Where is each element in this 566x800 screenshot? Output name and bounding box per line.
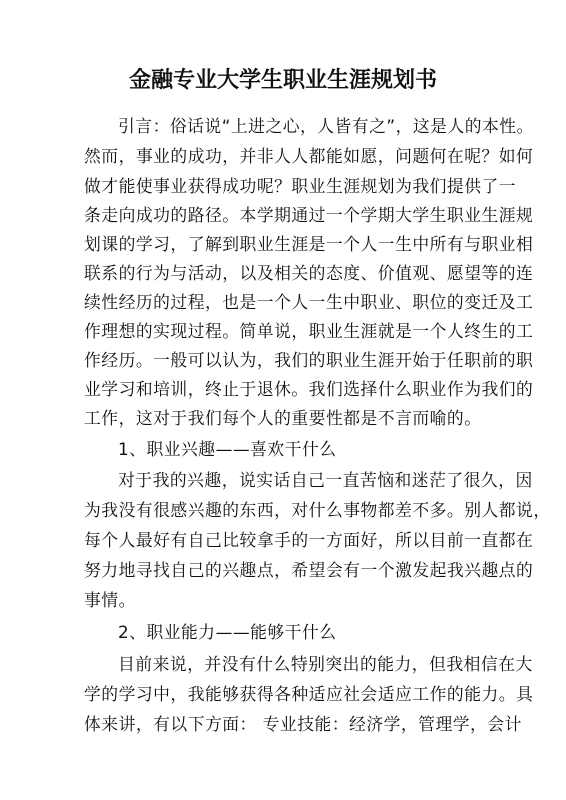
paragraph-line: 对于我的兴趣，说实话自己一直苦恼和迷茫了很久，因 xyxy=(118,470,533,490)
paragraph-line: 学的学习中，我能够获得各种适应社会适应工作的能力。具 xyxy=(84,684,534,704)
paragraph-line: 划课的学习，了解到职业生涯是一个人一生中所有与职业相 xyxy=(84,234,534,254)
paragraph-line: 为我没有很感兴趣的东西，对什么事物都差不多。别人都说， xyxy=(84,500,551,520)
paragraph-line: 业学习和培训，终止于退休。我们选择什么职业作为我们的 xyxy=(84,379,534,399)
paragraph-line: 续性经历的过程，也是一个人一生中职业、职位的变迁及工 xyxy=(84,292,534,312)
paragraph-line: 条走向成功的路径。本学期通过一个学期大学生职业生涯规 xyxy=(84,205,534,225)
paragraph-line: 工作，这对于我们每个人的重要性都是不言而喻的。 xyxy=(84,408,482,428)
paragraph-line: 作理想的实现过程。简单说，职业生涯就是一个人终生的工 xyxy=(84,321,534,341)
paragraph-line: 每个人最好有自己比较拿手的一方面好，所以目前一直都在 xyxy=(84,530,534,550)
paragraph-line: 目前来说，并没有什么特别突出的能力，但我相信在大 xyxy=(118,654,533,674)
document-title: 金融专业大学生职业生涯规划书 xyxy=(128,67,437,93)
paragraph-line: 然而，事业的成功，并非人人都能如愿，问题何在呢？如何 xyxy=(84,146,534,166)
paragraph-line: 努力地寻找自己的兴趣点，希望会有一个激发起我兴趣点的 xyxy=(84,560,534,580)
paragraph-line: 做才能使事业获得成功呢？职业生涯规划为我们提供了一 xyxy=(84,176,517,196)
section-heading-interest: 1、职业兴趣——喜欢干什么 xyxy=(118,439,337,459)
paragraph-line: 联系的行为与活动，以及相关的态度、价值观、愿望等的连 xyxy=(84,263,534,283)
paragraph-line: 事情。 xyxy=(84,590,136,610)
paragraph-line: 作经历。一般可以认为，我们的职业生涯开始于任职前的职 xyxy=(84,350,534,370)
paragraph-line: 引言：俗话说“上进之心，人皆有之”，这是人的本性。 xyxy=(118,116,534,136)
paragraph-line: 体来讲，有以下方面： 专业技能：经济学，管理学，会计 xyxy=(84,714,522,734)
section-heading-ability: 2、职业能力——能够干什么 xyxy=(118,622,337,642)
